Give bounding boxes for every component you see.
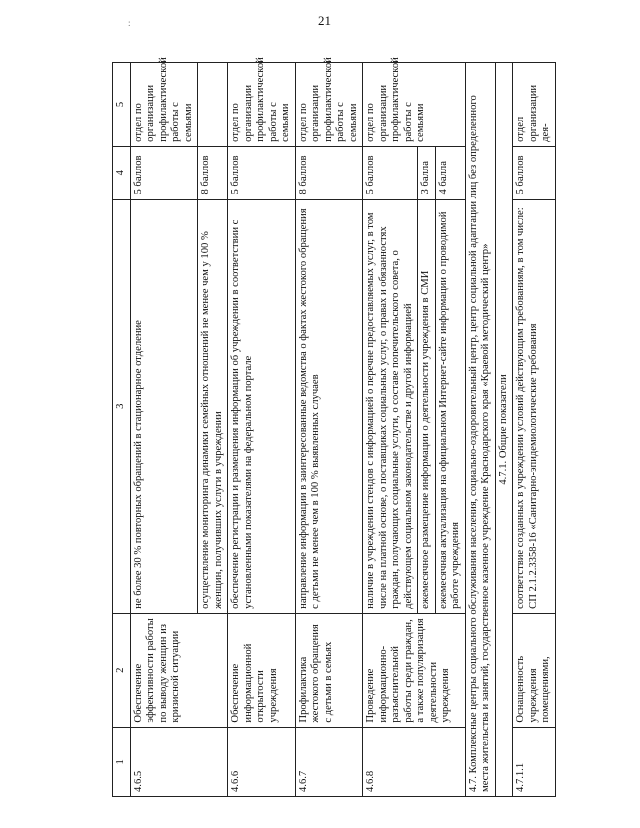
item-indicator: направление информации в заинтересованные ведомства о фактах жестокого обращения с детьми не менее чем в 100 % выявленных случаев (295, 199, 363, 613)
table-row (130, 63, 198, 797)
item-number: 4.6.7 (295, 727, 363, 796)
item-name: Оснащенность учреждения помещениями, (513, 613, 556, 727)
item-score: 8 баллов (295, 146, 363, 199)
table-row (228, 63, 296, 797)
subsection-row (495, 63, 513, 797)
item-indicator: наличие в учреждении стендов с информацией о перечне предоставляемых услуг, в том числе на платной основе, о поставщиках социальных услуг, о правах и обязанностях граждан, получающих социальные услуги, о составе попечительского совета, о действующем социальном законодательстве и другой информацией (363, 199, 418, 613)
item-indicator: осуществление мониторинга динамики семейных отношений не менее чем у 100 % женщин, получивших услуги в учреждении (198, 199, 228, 613)
item-score: 4 балла (435, 146, 465, 199)
item-number: 4.6.6 (228, 727, 296, 796)
header-cell: 5 (113, 63, 131, 147)
criteria-table (112, 57, 556, 797)
item-responsible: отдел организации дея- (513, 63, 556, 147)
page-number: 21 (318, 13, 331, 28)
item-score: 8 баллов (198, 146, 228, 199)
item-number: 4.6.5 (130, 727, 228, 796)
item-indicator: ежемесячная актуализация на официальном Интернет-сайте информации о проводимой работе учреждения (435, 199, 465, 613)
item-score: 3 балла (418, 146, 436, 199)
section-heading: 4.7. Комплексные центры социального обслуживания населения, социально-оздоровительный центр, центр социальной адаптации лиц без определенного места жительства и занятий, государственное казенное учреждение Краснодарского края «Краевой методический центр» (465, 63, 495, 797)
item-responsible (198, 63, 228, 147)
item-name: Обеспечение информационной открытости учреждения (228, 613, 296, 727)
item-responsible: отдел по организации профилактической работы с семьями (363, 63, 466, 147)
margin-mark: : (128, 18, 131, 28)
header-cell: 3 (113, 199, 131, 613)
item-indicator: соответствие созданных в учреждении условий действующим требованиям, в том числе: СП 2.1.2.3358-16 «Санитарно-эпидемиологические требования (513, 199, 556, 613)
item-score: 5 баллов (363, 146, 418, 199)
item-indicator: не более 30 % повторных обращений в стационарное отделение (130, 199, 198, 613)
item-score: 5 баллов (228, 146, 296, 199)
item-responsible: отдел по организации профилактической работы с семьями (130, 63, 198, 147)
item-responsible: отдел по организации профилактической работы с семьями (295, 63, 363, 147)
section-row (465, 63, 495, 797)
item-number: 4.7.1.1 (513, 727, 556, 796)
header-cell: 4 (113, 146, 131, 199)
item-name: Профилактика жестокого обращения с детьми в семьях (295, 613, 363, 727)
header-cell: 1 (113, 727, 131, 796)
item-indicator: обеспечение регистрации и размещения информации об учреждении в соответствии с установленными показателями на федеральном портале (228, 199, 296, 613)
item-score: 5 баллов (130, 146, 198, 199)
header-cell: 2 (113, 613, 131, 727)
item-name: Проведение информационно-разъяснительной работы среди граждан, а также популяризация деятельности учреждения (363, 613, 466, 727)
header-row (113, 63, 131, 797)
item-responsible: отдел по организации профилактической работы с семьями (228, 63, 296, 147)
item-score: 5 баллов (513, 146, 556, 199)
item-number: 4.6.8 (363, 727, 466, 796)
table-row (295, 63, 363, 797)
item-indicator: ежемесячное размещение информации о деятельности учреждения в СМИ (418, 199, 436, 613)
rotated-table-container (112, 57, 551, 797)
table-row (513, 63, 556, 797)
table-row (363, 63, 418, 797)
item-name: Обеспечение эффективности работы по выводу женщин из кризисной ситуации (130, 613, 228, 727)
subsection-heading: 4.7.1. Общие показатели (495, 63, 513, 797)
